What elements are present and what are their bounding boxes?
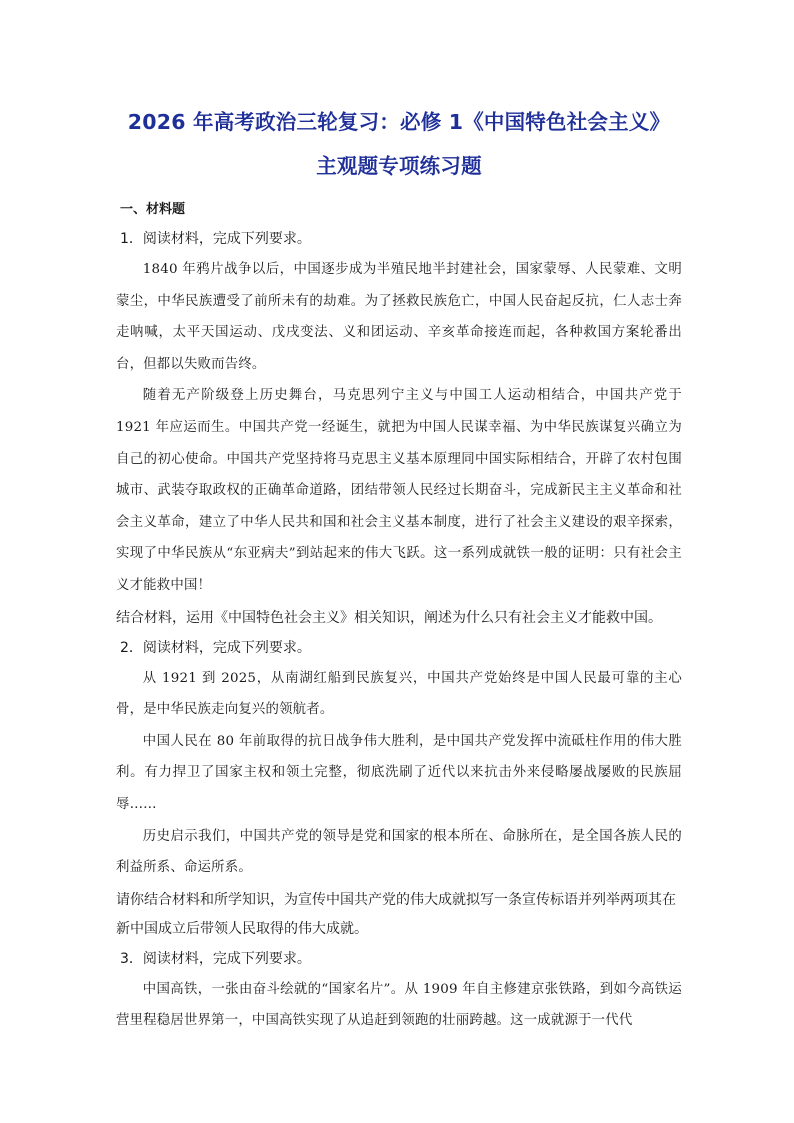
document-title-line2: 主观题专项练习题 xyxy=(316,154,482,178)
section-heading: 一、材料题 xyxy=(120,202,186,217)
document-title-line1: 2026 年高考政治三轮复习：必修 1《中国特色社会主义》 xyxy=(127,110,671,134)
question-1-paragraph-2: 随着无产阶级登上历史舞台，马克思列宁主义与中国工人运动相结合，中国共产党于 1921 年应运而生。中国共产党一经诞生，就把为中国人民谋幸福、为中华民族谋复兴确立为自己的初心使命。中国共产党坚持将马克思主义基本原理同中国实际相结合，开辟了农村包围城市、武装夺取政权的正确革命道路，团结带领人民经过长期奋斗，完成新民主主义革命和社会主义革命，建立了中华人民共和国和社会主义基本制度，进行了社会主义建设的艰辛探索，实现了中华民族从“东亚病夫”到站起来的伟大飞跃。这一系列成就铁一般的证明：只有社会主义才能救中国！ xyxy=(116,388,682,593)
question-3-paragraph-1: 中国高铁，一张由奋斗绘就的“国家名片”。从 1909 年自主修建京张铁路，到如今高铁运营里程稳居世界第一，中国高铁实现了从追赶到领跑的壮丽跨越。这一成就源于一代代 xyxy=(116,981,682,1029)
question-1-heading: 1．阅读材料，完成下列要求。 xyxy=(120,231,311,247)
question-2-paragraph-1: 从 1921 到 2025，从南湖红船到民族复兴，中国共产党始终是中国人民最可靠的主心骨，是中华民族走向复兴的领航者。 xyxy=(116,670,682,718)
question-3-heading: 3．阅读材料，完成下列要求。 xyxy=(120,950,311,967)
question-2-paragraph-2: 中国人民在 80 年前取得的抗日战争伟大胜利，是中国共产党发挥中流砥柱作用的伟大胜利。有力捍卫了国家主权和领土完整，彻底洗刷了近代以来抗击外来侵略屡战屡败的民族屈辱…… xyxy=(116,733,682,812)
question-2-heading: 2．阅读材料，完成下列要求。 xyxy=(120,639,311,656)
question-1-task: 结合材料，运用《中国特色社会主义》相关知识，阐述为什么只有社会主义才能救中国。 xyxy=(116,609,662,626)
question-3 xyxy=(116,946,682,1037)
question-2 xyxy=(116,635,682,944)
question-2-task: 请你结合材料和所学知识，为宣传中国共产党的伟大成就拟写一条宣传标语并列举两项其在新中国成立后带领人民取得的伟大成就。 xyxy=(116,891,676,937)
question-2-paragraph-3: 历史启示我们，中国共产党的领导是党和国家的根本所在、命脉所在，是全国各族人民的利益所系、命运所系。 xyxy=(116,828,682,876)
question-1-paragraph-1: 1840 年鸦片战争以后，中国逐步成为半殖民地半封建社会，国家蒙辱、人民蒙难、文明蒙尘，中华民族遭受了前所未有的劫难。为了拯救民族危亡，中国人民奋起反抗，仁人志士奔走呐喊，太平天国运动、戊戌变法、义和团运动、辛亥革命接连而起，各种救国方案轮番出台，但都以失败而告终。 xyxy=(116,262,682,372)
question-1 xyxy=(116,226,682,633)
